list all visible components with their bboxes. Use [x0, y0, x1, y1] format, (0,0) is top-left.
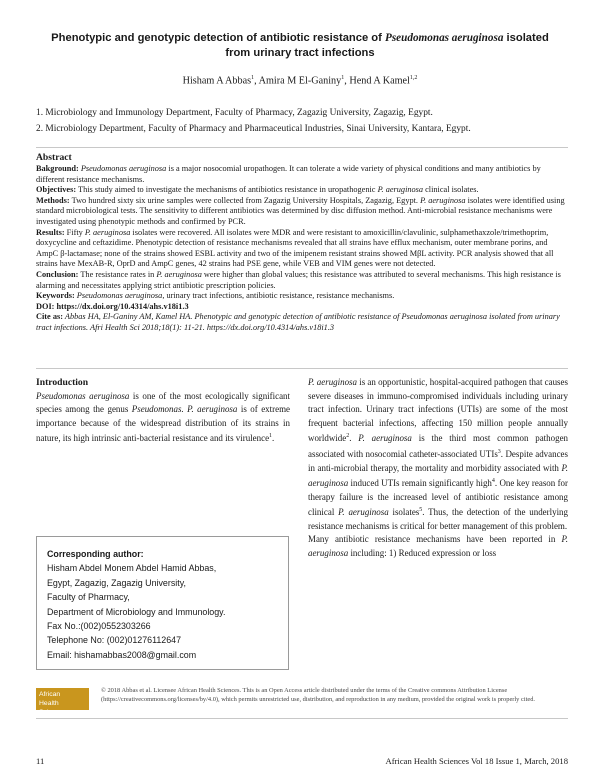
- license-text: © 2018 Abbas et al. Licensee African Health Sciences. This is an Open Access article distributed under the terms of the Creative commons Attribution License (https://creativecommons.org/licenses/by/4.0), which permits unrestricted use, distribution, and reproduction in any medium, provided the original work is properly cited.: [101, 687, 535, 703]
- right-paragraph-2: Many antibiotic resistance mechanisms have been reported in P. aeruginosa including: 1) Reduced expression or loss: [308, 534, 568, 559]
- abstract-objectives: Objectives: This study aimed to investigate the mechanisms of antibiotics resistance in uropathogenic P. aeruginosa clinical isolates.: [36, 185, 479, 195]
- abstract-heading: Abstract: [36, 152, 72, 163]
- divider-mid: [36, 368, 568, 369]
- doi-link[interactable]: DOI: https://dx.doi.org/10.4314/ahs.v18i1.3: [36, 301, 189, 311]
- right-column: [308, 376, 568, 561]
- title-organism: Pseudomonas aeruginosa: [384, 32, 504, 44]
- divider-footer: [36, 718, 568, 719]
- author-3: Hend A Kamel: [349, 75, 410, 87]
- corresponding-fax: Fax No.:(002)0552303266: [47, 621, 151, 632]
- title-line2: isolated from urinary tract infections: [225, 32, 549, 59]
- right-paragraph-1: P. aeruginosa is an opportunistic, hospital-acquired pathogen that causes severe diseases in immuno-compromised individuals including urinary tract infection. Urinary tract infections (UTIs) are some of the most frequent bacterial infections, affecting 150 million people annually worldwide$^2$. P. aeruginosa is the third most common pathogen associated with nosocomial catheter-associated UTIs$^3$. Despite advances in anti-microbial therapy, the mortality and morbidity associated with P. aeruginosa induced UTIs remain significantly high$^4$. One key reason for therapy failure is the increased level of antibiotic resistance among clinical P. aeruginosa isolates$^5$. Thus, the detection of the underlying resistance mechanisms is critical for better management of this problem.: [308, 377, 569, 531]
- author-list: Hisham A Abbas$^1$, Amira M El-Ganiny$^1$, Hend A Kamel$^{1,2}$: [182, 75, 418, 87]
- corresponding-phone: Telephone No: (002)01276112647: [47, 635, 182, 646]
- abstract: [36, 152, 568, 334]
- abstract-background: Bakground: Pseudomonas aeruginosa is a major nosocomial uropathogen. It can tolerate a wide variety of physical conditions and many antibiotics by different resistance mechanisms.: [36, 164, 541, 184]
- page-number: 11: [36, 756, 45, 766]
- title-line1: Phenotypic and genotypic detection of antibiotic resistance of: [51, 32, 382, 44]
- affiliation-1: 1. Microbiology and Immunology Department, Faculty of Pharmacy, Zagazig University, Zagazig, Egypt.: [36, 108, 433, 118]
- affiliation-2: 2. Microbiology Department, Faculty of Pharmacy and Pharmaceutical Industries, Sinai University, Kantara, Egypt.: [36, 123, 471, 134]
- affiliations: [36, 106, 566, 137]
- author-2: Amira M El-Ganiny: [258, 75, 342, 87]
- journal-logo: African Health Sciences: [36, 688, 89, 710]
- introduction-paragraph: Pseudomonas aeruginosa is one of the most ecologically significant species among the genus Pseudomonas. P. aeruginosa is of extreme importance because of the widespread distribution of its strains in nature, its high intrinsic anti-bacterial resistance and its virulence$^1$.: [36, 390, 290, 444]
- corresponding-line: Department of Microbiology and Immunology.: [47, 606, 226, 617]
- corresponding-line: Hisham Abdel Monem Abdel Hamid Abbas,: [47, 563, 217, 574]
- citation: Cite as: Abbas HA, El-Ganiny AM, Kamel HA. Phenotypic and genotypic detection of antibiotic resistance of Pseudomonas aeruginosa isolated from urinary tract infections. Afri Health Sci 2018;18(1): 11-21. https://dx.doi.org/10.4314/ahs.v18i1.3: [36, 312, 560, 332]
- abstract-conclusion: Conclusion: The resistance rates in P. aeruginosa were higher than global values; this resistance was attributed to several mechanisms. This high resistance is alarming and necessitates applying strict antibiotic prescription policies.: [36, 269, 561, 290]
- author-1: Hisham A Abbas: [182, 75, 252, 87]
- corresponding-line: Faculty of Pharmacy,: [47, 592, 130, 603]
- corresponding-author-heading: Corresponding author:: [47, 549, 144, 559]
- author-3-affil: 1,2: [409, 75, 418, 81]
- abstract-results: Results: Fifty P. aeruginosa isolates were recovered. All isolates were MDR and were resistant to amoxicillin/clavulinic, sulphamethaxzole/trimethoprim, doxycycline and ceftazidime. Phenotypic detection of resistance mechanisms revealed that all strains have efflux mechanism, outer membrane porins, and AmpC β-lactamase; none of the strains showed ESBL activity and two of the imipenem resistant strains showed MβL activity. PCR analysis showed that all strains have MexAB-R, OprD and AmpC genes, 42 strains had PSE gene, while VEB and VIM genes were not detected.: [36, 227, 554, 269]
- divider-top: [36, 147, 568, 148]
- abstract-methods: Methods: Two hundred sixty six urine samples were collected from Zagazig University Hospitals, Zagazig, Egypt. P. aeruginosa isolates were identified using standard microbiological tests. The sensitivity to different antibiotics was determined by disc diffusion method. Anti-microbial resistance mechanisms were investigated using phenotypic methods and confirmed by PCR.: [36, 195, 565, 226]
- journal-citation-footer: African Health Sciences Vol 18 Issue 1, March, 2018: [385, 756, 568, 766]
- corresponding-author-box: [36, 536, 289, 670]
- abstract-keywords: Keywords: Pseudomonas aeruginosa, urinary tract infections, antibiotic resistance, resistance mechanisms.: [36, 291, 395, 301]
- author-1-affil: 1: [251, 75, 255, 81]
- author-2-affil: 1: [341, 75, 345, 81]
- corresponding-line: Egypt, Zagazig, Zagazig University,: [47, 577, 186, 588]
- corresponding-email[interactable]: Email: hishamabbas2008@gmail.com: [47, 649, 197, 660]
- introduction: [36, 376, 290, 446]
- introduction-heading: Introduction: [36, 377, 89, 388]
- article-title: [40, 31, 560, 61]
